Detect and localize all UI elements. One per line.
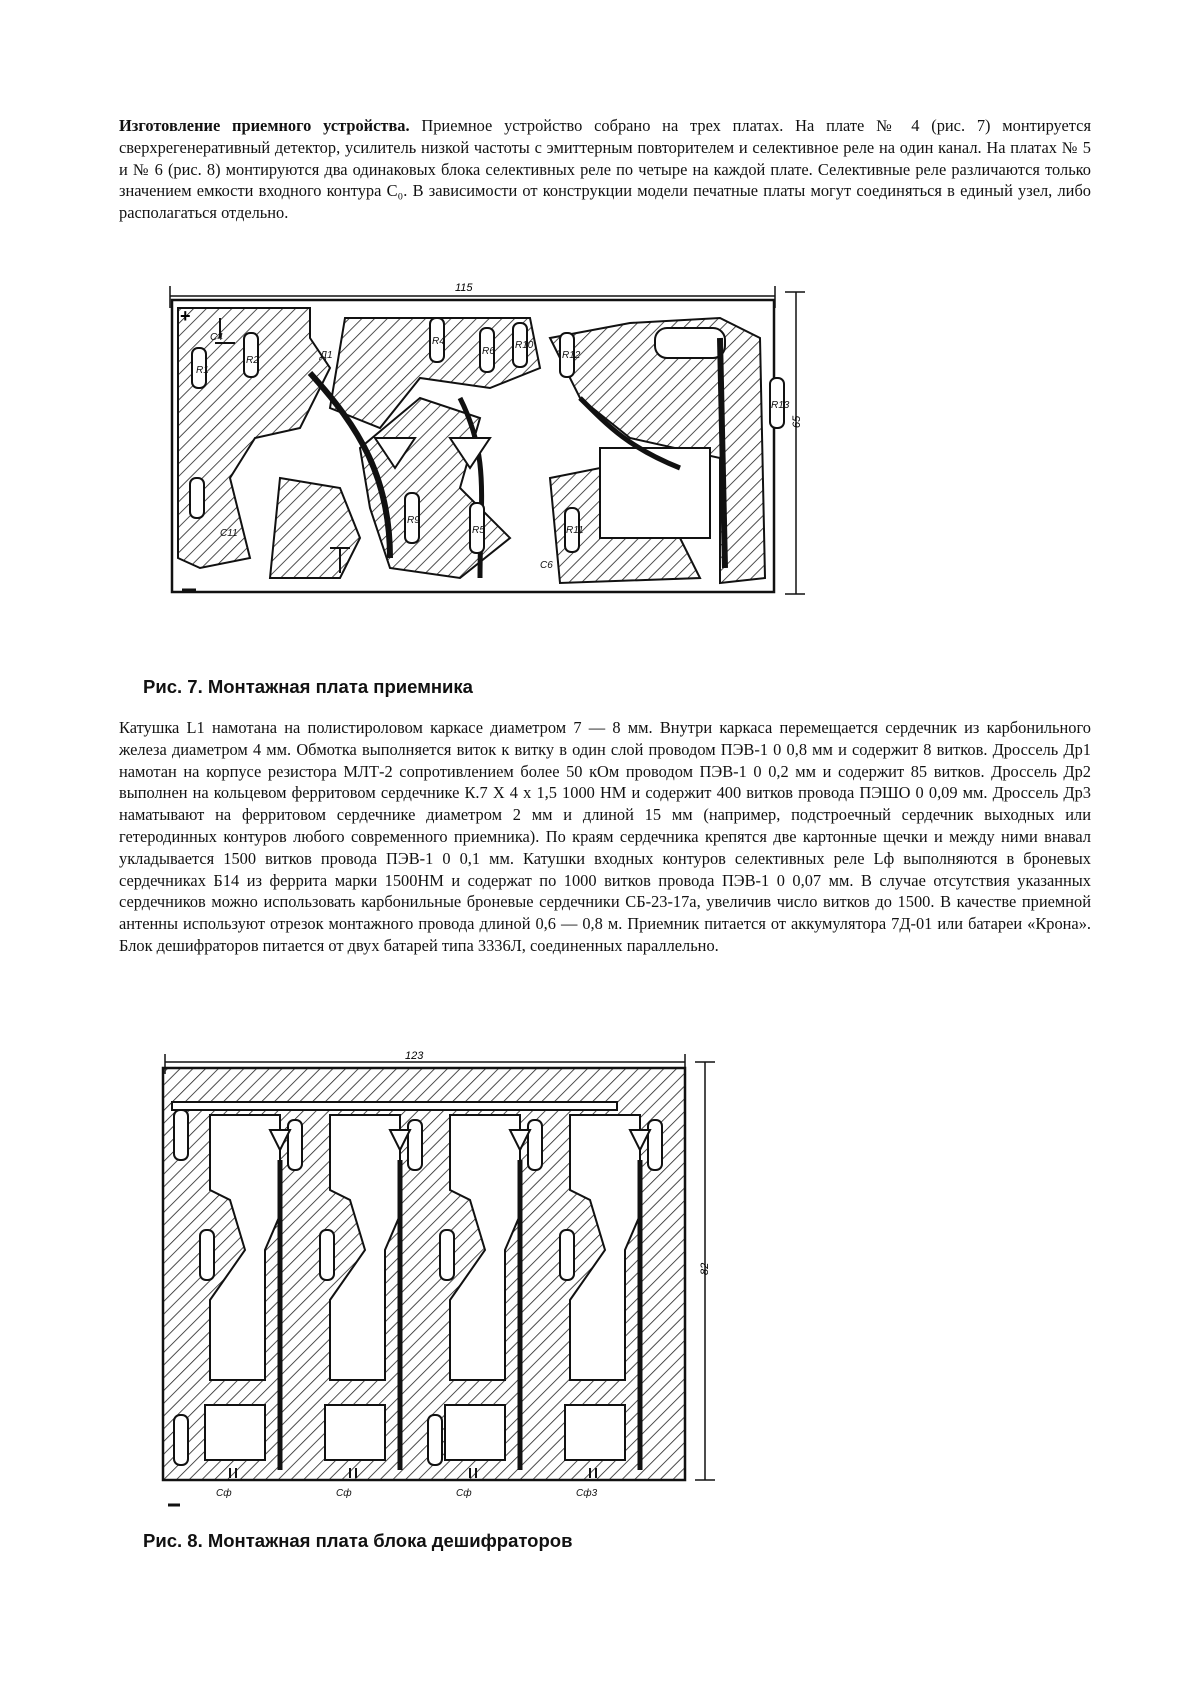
label-r4: R4 xyxy=(432,336,445,347)
label-r10: R10 xyxy=(515,340,534,351)
intro-body: Приемное устройство собрано на трех платах. На плате № 4 (рис. 7) монтируется сверхрегенеративный детектор, усилитель низкой частоты с эмиттерным повторителем и селективное реле на один канал. На платах № 5 и № 6 (рис. 8) монтируются два одинаковых блока селективных реле по четыре на каждой плате. Селективные реле различаются только значением емкости входного контура С₀. В зависимости от конструкции модели печатные платы могут соединяться в единый узел, либо располагаться отдельно. xyxy=(119,116,1091,223)
label-cf1: Сф xyxy=(216,1488,232,1499)
label-c4: С4 xyxy=(210,332,223,343)
label-r9: R9 xyxy=(407,515,420,526)
figure-8-caption: Рис. 8. Монтажная плата блока дешифраторов xyxy=(143,1530,573,1551)
dim-width-label: 115 xyxy=(455,282,473,294)
label-r1: R1 xyxy=(196,365,209,376)
receiver-board-drawing xyxy=(160,278,880,648)
label-c11: С11 xyxy=(220,528,238,539)
label-r12: R12 xyxy=(562,350,581,361)
figure-receiver-board xyxy=(160,278,880,648)
label-cf4: Сф3 xyxy=(576,1488,598,1499)
dim-width-label-8: 123 xyxy=(405,1050,424,1062)
coil-description-paragraph: Катушка L1 намотана на полистироловом каркасе диаметром 7 — 8 мм. Внутри каркаса перемещается сердечник из карбонильного железа диаметром 4 мм. Обмотка выполняется виток к витку в один слой проводом ПЭВ-1 0 0,8 мм и содержит 8 витков. Дроссель Др1 намотан на корпусе резистора МЛТ-2 сопротивлением более 50 кОм проводом ПЭВ-1 0 0,2 мм и содержит 85 витков. Дроссель Др2 выполнен на кольцевом ферритовом сердечнике К.7 Х 4 х 1,5 1000 НМ и содержит 400 витков провода ПЭШО 0 0,09 мм. Дроссель Др3 наматывают на ферритовом сердечнике диаметром 2 мм и длиной 15 мм (например, подстроечный сердечник выходных или гетеродинных контуров любого современного приемника). По краям сердечника крепятся две картонные щечки и между ними внавал укладывается 1500 витков провода ПЭВ-1 0 0,1 мм. Катушки входных контуров селективных реле Lф выполняются в броневых сердечниках Б14 из феррита марки 1500НМ и содержат по 1000 витков провода ПЭВ-1 0 0,07 мм. В случае отсутствия указанных сердечников можно использовать карбонильные броневые сердечники СБ-23-17а, увеличив число витков до 1500. В качестве приемной антенны используют отрезок монтажного провода длиной 0,6 — 0,8 м. Приемник питается от аккумулятора 7Д-01 или батареи «Крона». Блок дешифраторов питается от двух батарей типа 3336Л, соединенных параллельно. xyxy=(119,718,1091,955)
label-cf3: Сф xyxy=(456,1488,472,1499)
svg-text:+: + xyxy=(180,306,191,326)
dim-height-label: 65 xyxy=(791,415,803,428)
label-r6: R6 xyxy=(482,346,495,357)
label-r11: R11 xyxy=(566,525,584,536)
label-cf2: Сф xyxy=(336,1488,352,1499)
dim-height-label-8: 82 xyxy=(699,1262,711,1275)
figure-decoder-board xyxy=(160,1050,760,1515)
decoder-board-drawing xyxy=(160,1050,760,1515)
intro-lead: Изготовление приемного устройства. xyxy=(119,116,410,135)
label-d1: Д1 xyxy=(320,350,333,361)
label-r5: R5 xyxy=(472,525,485,536)
label-c6: С6 xyxy=(540,560,553,571)
label-r2: R2 xyxy=(246,355,259,366)
figure-7-caption: Рис. 7. Монтажная плата приемника xyxy=(143,676,473,697)
intro-paragraph xyxy=(119,115,1091,224)
label-r13: R13 xyxy=(771,400,790,411)
